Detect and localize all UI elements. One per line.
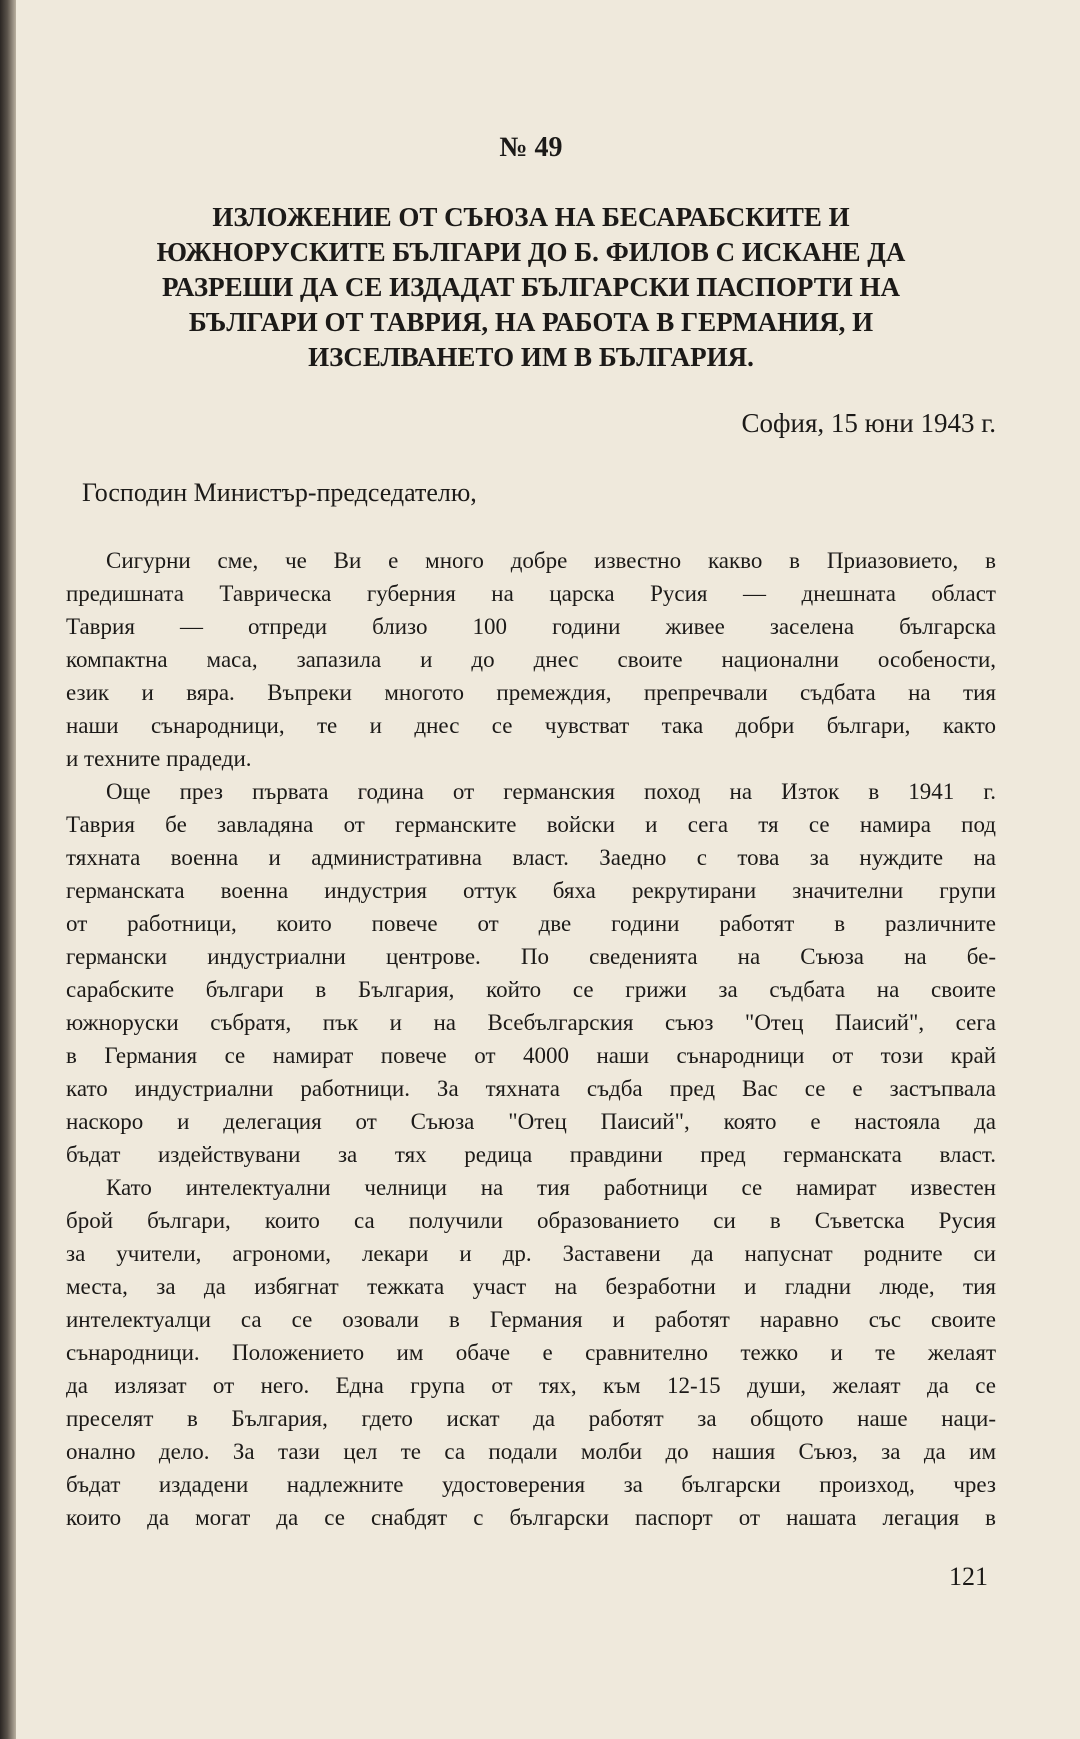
document-number: № 49 — [499, 132, 563, 163]
page-number: 121 — [949, 1562, 988, 1591]
document-title — [66, 200, 996, 375]
text-line: Още през първата година от германския поход на Изток в 1941 г. — [106, 779, 996, 804]
text-line: бъдат издействувани за тях редица правдини пред германската власт. — [66, 1142, 996, 1167]
text-line: да излязат от него. Една група от тях, към 12-15 души, желаят да се — [66, 1373, 996, 1398]
text-line: места, за да избягнат тежката участ на безработни и гладни люде, тия — [66, 1274, 996, 1299]
text-line: Сигурни сме, че Ви е много добре известно какво в Приазовието, в — [106, 548, 996, 573]
salutation: Господин Министър-председателю, — [82, 478, 477, 507]
title-line: ИЗСЕЛВАНЕТО ИМ В БЪЛГАРИЯ. — [308, 342, 754, 372]
text-line: тяхната военна и административна власт. Заедно с това за нуждите на — [66, 845, 996, 870]
title-line: РАЗРЕШИ ДА СЕ ИЗДАДАТ БЪЛГАРСКИ ПАСПОРТИ НА — [162, 272, 900, 302]
place-and-date: София, 15 юни 1943 г. — [741, 408, 996, 438]
body-text — [66, 544, 996, 1534]
text-line: език и вяра. Въпреки многото премеждия, препречвали съдбата на тия — [66, 680, 996, 705]
text-line: южноруски събратя, пък и на Всебългарския съюз "Отец Паисий", сега — [66, 1010, 996, 1035]
text-line: брой българи, които са получили образованието си в Съветска Русия — [66, 1208, 996, 1233]
text-line: и техните прадеди. — [66, 746, 252, 771]
text-line: за учители, агрономи, лекари и др. Заставени да напуснат родните си — [66, 1241, 996, 1266]
book-spine-shadow — [0, 0, 16, 1739]
text-line: онално дело. За тази цел те са подали молби до нашия Съюз, за да им — [66, 1439, 996, 1464]
text-line: преселят в България, гдето искат да работят за общото наше наци- — [66, 1406, 996, 1431]
text-line: Таврия бе завладяна от германските войски и сега тя се намира под — [66, 812, 996, 837]
title-line: ИЗЛОЖЕНИЕ ОТ СЪЮЗА НА БЕСАРАБСКИТЕ И — [212, 202, 850, 232]
text-line: които да могат да се снабдят с български паспорт от нашата легация в — [66, 1505, 996, 1530]
text-line: наши сънародници, те и днес се чувстват така добри българи, както — [66, 713, 996, 738]
text-line: бъдат издадени надлежните удостоверения за български произход, чрез — [66, 1472, 996, 1497]
text-line: компактна маса, запазила и до днес своите национални особености, — [66, 647, 996, 672]
text-line: Таврия — отпреди близо 100 години живее заселена българска — [66, 614, 996, 639]
title-line: ЮЖНОРУСКИТЕ БЪЛГАРИ ДО Б. ФИЛОВ С ИСКАНЕ ДА — [156, 237, 906, 267]
text-line: сарабските българи в България, който се грижи за съдбата на своите — [66, 977, 996, 1002]
text-line: предишната Таврическа губерния на царска Русия — днешната област — [66, 581, 996, 606]
text-line: интелектуалци са се озовали в Германия и работят наравно със своите — [66, 1307, 996, 1332]
text-line: Като интелектуални челници на тия работници се намират известен — [106, 1175, 996, 1200]
text-line: като индустриални работници. За тяхната съдба пред Вас се е застъпвала — [66, 1076, 996, 1101]
text-line: наскоро и делегация от Съюза "Отец Паисий", която е настояла да — [66, 1109, 996, 1134]
title-line: БЪЛГАРИ ОТ ТАВРИЯ, НА РАБОТА В ГЕРМАНИЯ, И — [188, 307, 874, 337]
text-line: германската военна индустрия оттук бяха рекрутирани значителни групи — [66, 878, 996, 903]
document-page — [66, 0, 996, 1739]
text-line: германски индустриални центрове. По сведенията на Съюза на бе- — [66, 944, 996, 969]
text-line: от работници, които повече от две години работят в различните — [66, 911, 996, 936]
text-line: сънародници. Положението им обаче е сравнително тежко и те желаят — [66, 1340, 996, 1365]
text-line: в Германия се намират повече от 4000 наши сънародници от този край — [66, 1043, 996, 1068]
